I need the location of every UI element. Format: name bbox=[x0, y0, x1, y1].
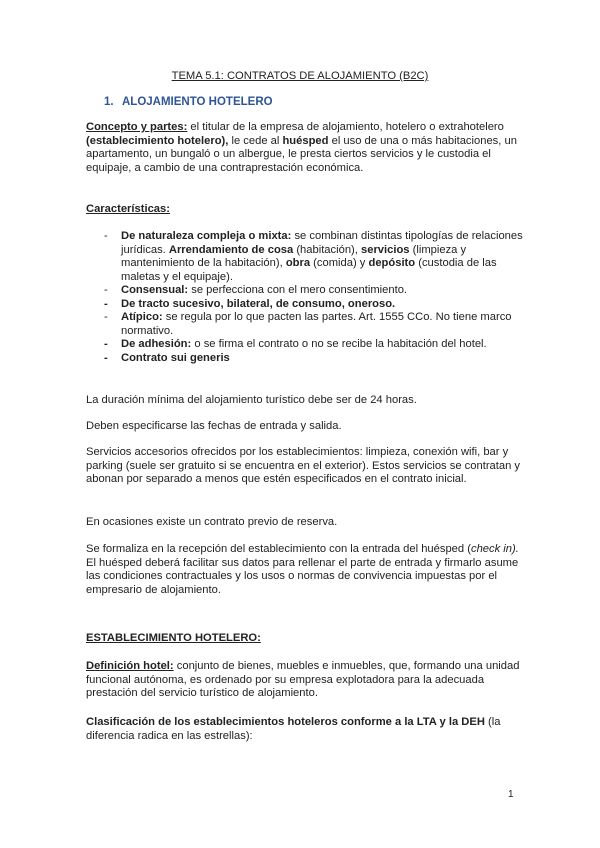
formaliza-text-1: Se formaliza en la recepción del establecimiento con la entrada del huésped ( bbox=[86, 543, 471, 555]
list-item bbox=[104, 284, 524, 298]
item-bold: servicios bbox=[361, 243, 410, 256]
servicios-paragraph: Servicios accesorios ofrecidos por los establecimientos: limpieza, conexión wifi, bar y parking (suele ser gratuito si se encuentra en el exterior). Estos servicios se contratan y abonan por separado a menos que estén especificados en el contrato inicial. bbox=[86, 446, 521, 485]
reserva-paragraph: En ocasiones existe un contrato previo de reserva. bbox=[86, 516, 338, 528]
item-text: (comida) y bbox=[310, 257, 369, 269]
item-bold: Contrato sui generis bbox=[121, 351, 230, 364]
concepto-text-1: el titular de la empresa de alojamiento, hotelero o extrahotelero bbox=[187, 121, 504, 133]
formaliza-paragraph bbox=[86, 543, 526, 597]
concepto-paragraph bbox=[86, 121, 526, 175]
item-text: o se firma el contrato o no se recibe la habitación del hotel. bbox=[191, 338, 487, 350]
concepto-bold-2: huésped bbox=[282, 134, 329, 147]
item-text: (custodia de las maletas y el equipaje). bbox=[121, 257, 497, 283]
dash-bullet: - bbox=[104, 351, 108, 364]
list-item bbox=[104, 338, 524, 352]
concepto-text-2: le cede al bbox=[228, 134, 283, 147]
clasificacion-paragraph bbox=[86, 716, 526, 743]
establecimiento-label: ESTABLECIMIENTO HOTELERO: bbox=[86, 632, 261, 644]
item-text: (habitación), bbox=[293, 243, 361, 256]
section-number: 1. bbox=[104, 96, 114, 108]
definicion-label: Definición hotel: bbox=[86, 660, 174, 672]
dash-bullet: - bbox=[104, 338, 108, 350]
item-bold: De tracto sucesivo, bilateral, de consumo, oneroso. bbox=[121, 297, 396, 310]
section-label: ALOJAMIENTO HOTELERO bbox=[122, 96, 273, 108]
formaliza-italic: check in). bbox=[470, 543, 519, 555]
concepto-text-3: el uso de una o más habitaciones, un apartamento, un bungaló o un albergue, le presta ciertos servicios y le custodia el equipaje, a cambio de una contraprestación económica. bbox=[86, 134, 517, 174]
item-text: se perfecciona con el mero consentimiento. bbox=[188, 284, 408, 296]
definicion-text: conjunto de bienes, muebles e inmuebles, que, formando una unidad funcional autónoma, es ordenado por su empresa explotadora para la adecuada prestación del servicio turístico de alojamiento. bbox=[86, 660, 520, 699]
item-text: se regula por lo que pacten las partes. Art. 1555 CCo. No tiene marco normativo. bbox=[121, 311, 512, 337]
dash-bullet: - bbox=[104, 230, 108, 242]
item-bold: depósito bbox=[368, 257, 416, 269]
caracteristicas-label: Características: bbox=[86, 203, 170, 215]
item-text: (limpieza y mantenimiento de la habitación), bbox=[121, 243, 467, 269]
item-bold: Atípico: bbox=[121, 311, 163, 323]
item-bold: Arrendamiento de cosa bbox=[168, 243, 294, 256]
item-text: se combinan distintas tipologías de relaciones jurídicas. bbox=[121, 230, 523, 256]
concepto-bold-1: (establecimiento hotelero), bbox=[86, 134, 229, 147]
item-bold: obra bbox=[285, 257, 311, 269]
dash-bullet: - bbox=[104, 297, 108, 310]
caracteristicas-list bbox=[104, 230, 524, 365]
list-item bbox=[104, 352, 524, 366]
formaliza-text-2: El huésped deberá facilitar sus datos para rellenar el parte de entrada y firmarlo bbox=[86, 556, 485, 569]
dash-bullet: - bbox=[104, 284, 108, 296]
clasificacion-text: (la diferencia radica en las estrellas): bbox=[86, 716, 501, 742]
establecimiento-heading bbox=[86, 632, 526, 646]
section-heading-alojamiento bbox=[104, 96, 544, 110]
page-number: 1 bbox=[508, 789, 514, 800]
item-bold: De adhesión: bbox=[121, 338, 192, 350]
list-item bbox=[104, 230, 524, 284]
dash-bullet: - bbox=[104, 311, 108, 323]
concepto-label: Concepto y partes: bbox=[86, 121, 188, 133]
duracion-paragraph: La duración mínima del alojamiento turístico debe ser de 24 horas. bbox=[86, 394, 417, 406]
list-item bbox=[104, 311, 524, 338]
formaliza-text-3: asume las condiciones contractuales y los usos o normas de convivencia impuestas por el empresario de alojamiento. bbox=[86, 556, 519, 596]
list-item bbox=[104, 298, 524, 312]
document-title: TEMA 5.1: CONTRATOS DE ALOJAMIENTO (B2C) bbox=[171, 70, 429, 82]
definicion-paragraph bbox=[86, 660, 526, 701]
item-bold: De naturaleza compleja o mixta: bbox=[121, 230, 292, 242]
fechas-paragraph: Deben especificarse las fechas de entrada y salida. bbox=[86, 420, 342, 432]
caracteristicas-heading bbox=[86, 203, 526, 217]
clasificacion-bold: Clasificación de los establecimientos hoteleros conforme a la LTA y la DEH bbox=[86, 716, 485, 728]
item-bold: Consensual: bbox=[121, 284, 189, 296]
